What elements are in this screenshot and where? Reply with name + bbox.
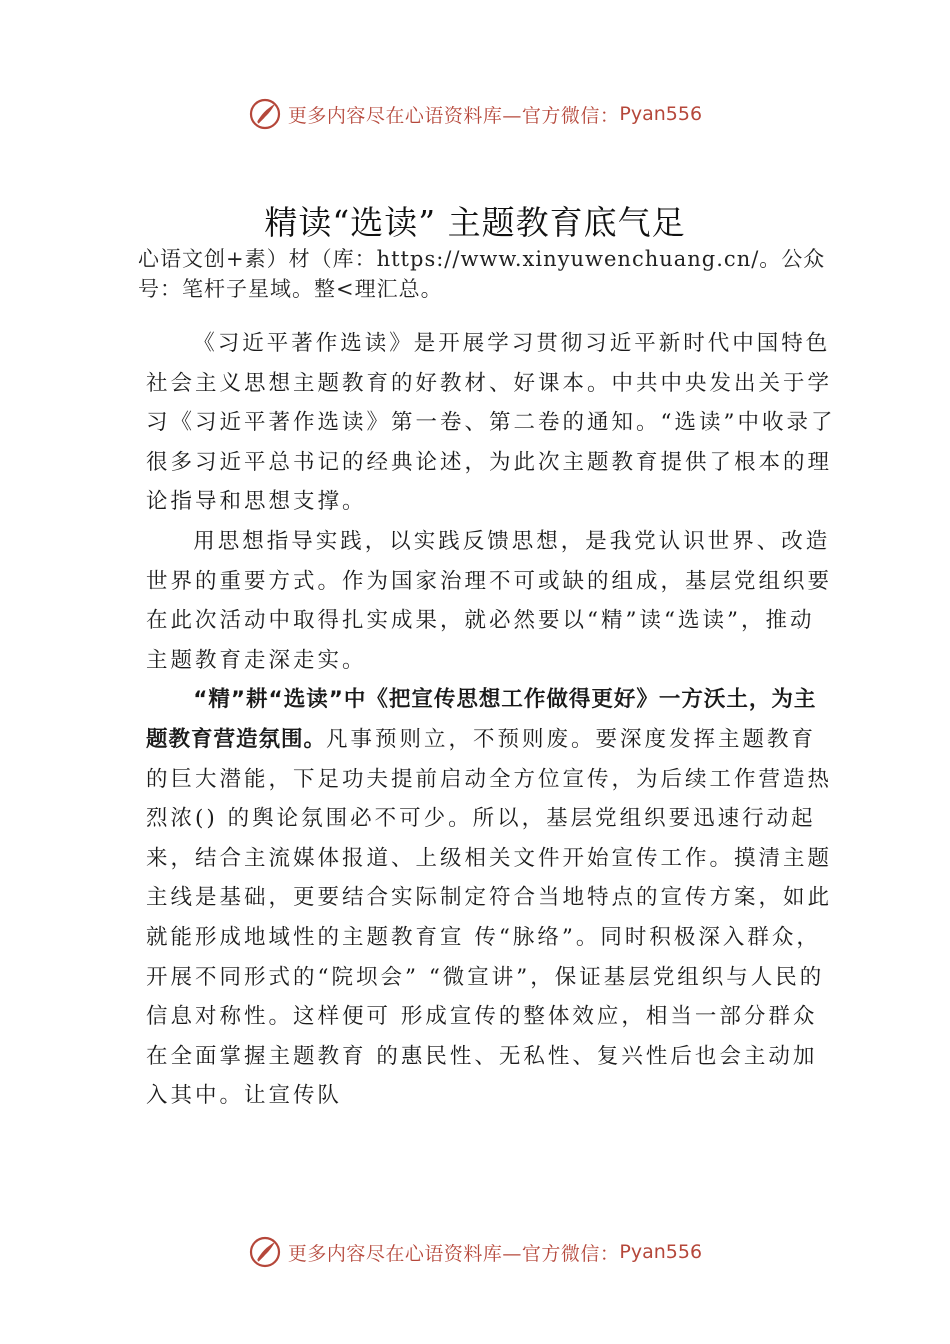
paragraph-1: 《习近平著作选读》是开展学习贯彻习近平新时代中国特色社会主义思想主题教育的好教材、好课本。中共中央发出关于学习《习近平著作选读》第一卷、第二卷的通知。“选读”中收录了很多习近平总书记的经典论述，为此次主题教育提供了根本的理论指导和思想支撑。 xyxy=(146,331,836,515)
document-title: 精读“选读” 主题教育底气足 xyxy=(264,203,686,242)
banner-brand-text: 更多内容尽在心语资料库—官方微信： xyxy=(287,104,620,127)
quill-stamp-icon xyxy=(248,97,282,131)
footer-banner xyxy=(0,1232,950,1272)
banner-brand-text: 更多内容尽在心语资料库—官方微信： xyxy=(287,1242,620,1265)
quill-stamp-icon xyxy=(248,1235,282,1269)
source-line: 心语文创+素）材（库：https://www.xinyuwenchuang.cn/。公众号：笔杆子星域。整<理汇总。 xyxy=(138,247,826,301)
paragraph-2: 用思想指导实践，以实践反馈思想，是我党认识世界、改造世界的重要方式。作为国家治理不可或缺的组成，基层党组织要在此次活动中取得扎实成果，就必然要以“精”读“选读”，推动主题教育走深走实。 xyxy=(146,528,833,673)
header-banner xyxy=(0,94,950,134)
banner-wechat-id: Pyan556 xyxy=(619,1241,703,1263)
paragraph-3-text: 凡事预则立，不预则废。要深度发挥主题教育的巨大潜能，下足功夫提前启动全方位宣传，为后续工作营造热烈浓() 的舆论氛围必不可少。所以，基层党组织要迅速行动起来，结合主流媒体报道、上级相关文件开始宣传工作。摸清主题主线是基础，更要结合实际制定符合当地特点的宣传方案，如此就能形成地域性的主题教育宣 传“脉络”。同时积极深入群众，开展不同形式的“院坝会” “微宣讲”，保证基层党组织与人民的信息对称性。这样便可 形成宣传的整体效应，相当一部分群众在全面掌握主题教育 的惠民性、无私性、复兴性后也会主动加入其中。让宣传队 xyxy=(146,726,833,1109)
paragraph-3 xyxy=(146,680,836,1116)
banner-wechat-id: Pyan556 xyxy=(619,103,703,125)
document-body xyxy=(146,324,836,1116)
paragraph-3-bold-lead: “精”耕“选读”中《把宣传思想工作做得更好》一方沃土，为主题教育营造氛围。 xyxy=(146,687,817,752)
